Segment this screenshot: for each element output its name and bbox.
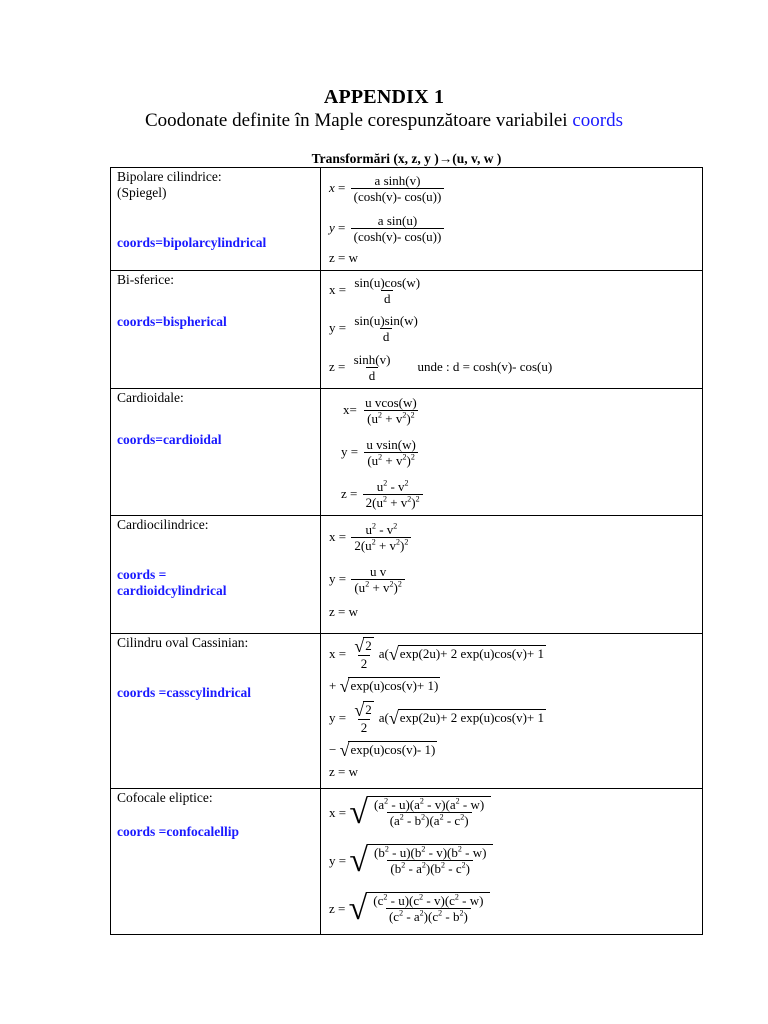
row-label-cell xyxy=(111,634,321,789)
row-label-cell xyxy=(111,789,321,935)
coords-option: coords =confocalellip xyxy=(117,824,240,839)
formula-y: y = √ 2 2 a( √ exp(2u)+ 2 exp(u)cos(v)+ 1 xyxy=(329,700,544,735)
formula-z: z = w xyxy=(329,604,358,619)
system-name: Bipolare cilindrice: xyxy=(117,169,222,184)
formula-x: x = $\frac{u^2 - v^2}{2(u^2 + v^2)^2}$ xyxy=(321,516,702,558)
formula-y: y = $\frac{\sin(u)\sin(w)}{d}$ xyxy=(329,312,418,344)
row-label-cell xyxy=(111,516,321,634)
formula-cell xyxy=(321,271,703,389)
formula-x-cont: + √ exp(u)cos(v)+ 1) xyxy=(329,676,439,696)
coords-option: coords=bipolarcylindrical xyxy=(117,235,267,250)
appendix-subtitle xyxy=(0,110,768,132)
coords-option: coords =casscylindrical xyxy=(117,685,252,700)
system-note: (Spiegel) xyxy=(117,185,167,200)
table-row xyxy=(111,389,703,516)
formula-y: y = √ $\frac{(b^2 - u)(b^2 - v)(b^2 - w)}{(b^2 - a^2)(b^2 - c^2)}$ xyxy=(321,837,702,885)
formula-z: z = w xyxy=(329,250,358,265)
formula-cell xyxy=(321,516,703,634)
coordinates-table xyxy=(110,167,703,935)
formula-z: z = $\frac{u^2 - v^2}{2(u^2 + v^2)^2}$ xyxy=(321,473,702,515)
formula-cell xyxy=(321,168,703,271)
radical-term: exp(2u)+ 2 exp(u)cos(v)+ 1 xyxy=(399,710,544,725)
formula-y-cont: − √ exp(u)cos(v)- 1) xyxy=(329,740,436,760)
system-name: Cofocale eliptice: xyxy=(117,790,213,805)
table-row xyxy=(111,168,703,271)
formula-definition: unde : d = cosh(v)- cos(u) xyxy=(417,359,553,374)
formula-z: z = √ $\frac{(c^2 - u)(c^2 - v)(c^2 - w)}{(c^2 - a^2)(c^2 - b^2)}$ xyxy=(321,885,702,933)
table-row xyxy=(111,271,703,389)
formula-x: x = $\frac{\text{a sinh(v)}}{(\cosh(v)- \cos(u))}$ xyxy=(321,168,702,208)
subtitle-keyword: coords xyxy=(572,110,623,131)
system-name: Cardiocilindrice: xyxy=(117,517,209,532)
system-name: Bi-sferice: xyxy=(117,272,174,287)
formula-x: x = √ $\frac{(a^2 - u)(a^2 - v)(a^2 - w)}{(a^2 - b^2)(a^2 - c^2)}$ xyxy=(321,789,702,837)
formula-x: x = $\frac{\sin(u)\cos(w)}{d}$ xyxy=(329,274,421,306)
formula-y: y = $\frac{\text{u v}}{(u^2 + v^2)^2}$ xyxy=(321,558,702,600)
formula-x: x = √ 2 2 a( √ exp(2u)+ 2 exp(u)cos(v)+ 1 xyxy=(329,636,544,671)
formula-y: y = $\frac{\text{u vsin(w)}}{(u^2 + v^2)^2}$ xyxy=(321,431,702,473)
formula-x: x= $\frac{\text{u vcos(w)}}{(u^2 + v^2)^2}$ xyxy=(343,394,417,426)
formula-cell xyxy=(321,389,703,516)
table-row xyxy=(111,634,703,789)
row-label-cell xyxy=(111,389,321,516)
appendix-title: APPENDIX 1 xyxy=(323,86,445,108)
coords-option: coords = xyxy=(117,567,167,582)
system-name: Cilindru oval Cassinian: xyxy=(117,635,249,650)
subtitle-text: Coodonate definite în Maple corespunzătoare variabilei xyxy=(145,110,568,131)
table-row xyxy=(111,516,703,634)
formula-z: z = $\frac{\sinh(v)}{d}$ unde : d = cosh(v)- cos(u) xyxy=(329,351,553,383)
row-label-cell xyxy=(111,271,321,389)
radical-term: exp(2u)+ 2 exp(u)cos(v)+ 1 xyxy=(399,646,544,661)
formula-cell xyxy=(321,634,703,789)
formula-cell xyxy=(321,789,703,935)
row-label-cell xyxy=(111,168,321,271)
coords-option: coords=cardioidal xyxy=(117,432,222,447)
formula-y: y = $\frac{\text{a sin(u)}}{(\cosh(v)- \cos(u))}$ xyxy=(321,208,702,248)
system-name: Cardioidale: xyxy=(117,390,184,405)
formula-z: z = w xyxy=(329,764,358,779)
coords-option: coords=bispherical xyxy=(117,314,227,329)
table-row xyxy=(111,789,703,935)
table-caption: Transformări (x, z, y )→(u, v, w ) xyxy=(311,151,502,166)
coords-option-cont: cardioidcylindrical xyxy=(117,583,227,598)
